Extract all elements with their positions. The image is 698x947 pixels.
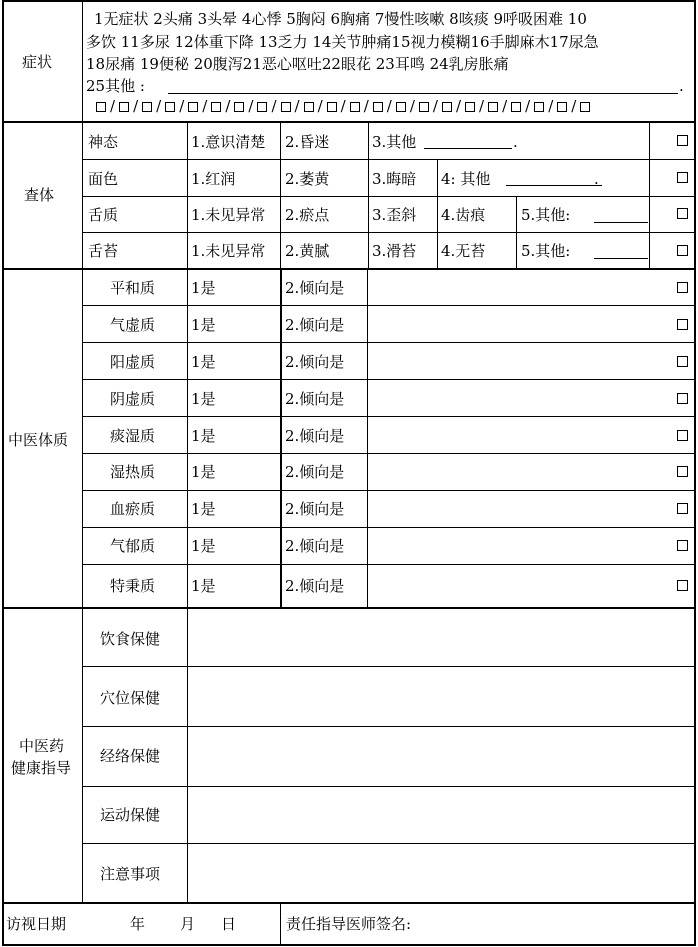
symptom-checkbox[interactable] — [188, 102, 198, 112]
symptom-checkbox[interactable] — [442, 102, 452, 112]
symptom-separator: / — [202, 97, 208, 115]
guidance-field-acupoint[interactable] — [190, 668, 693, 725]
symptom-separator: / — [409, 97, 415, 115]
guidance-label-line-1: 中医药 — [19, 737, 65, 755]
exam-label: 查体 — [24, 186, 55, 204]
symptom-separator: / — [225, 97, 231, 115]
exam-option: 3.滑苔 — [372, 242, 417, 260]
constitution-lean: 2.倾向是 — [285, 390, 345, 408]
symptom-separator: / — [317, 97, 323, 115]
symptom-separator: / — [571, 97, 577, 115]
exam-option: 3.歪斜 — [372, 206, 417, 224]
symptom-checkbox[interactable] — [142, 102, 152, 112]
exam-option: 5.其他: — [521, 242, 571, 260]
symptom-checkbox[interactable] — [580, 102, 590, 112]
exam-option: 3.其他 — [372, 133, 417, 151]
symptoms-line-1: 1无症状 2头痛 3头晕 4心悸 5胸闷 6胸痛 7慢性咳嗽 8咳痰 9呼吸困难 10 — [94, 10, 587, 28]
constitution-lean: 2.倾向是 — [285, 537, 345, 555]
constitution-checkbox[interactable] — [677, 430, 688, 441]
exam-option: 4.齿痕 — [441, 206, 486, 224]
constitution-type: 阴虚质 — [110, 390, 156, 408]
doctor-signature-label: 责任指导医师签名: — [286, 915, 412, 933]
constitution-checkbox[interactable] — [677, 319, 688, 330]
exam-option: 1.红润 — [191, 170, 236, 188]
symptom-separator: / — [432, 97, 438, 115]
constitution-type: 血瘀质 — [110, 500, 156, 518]
symptom-checkbox[interactable] — [327, 102, 337, 112]
symptom-separator: / — [340, 97, 346, 115]
guidance-field-notes[interactable] — [190, 845, 693, 901]
exam-other-underline — [424, 148, 512, 149]
exam-option: 3.晦暗 — [372, 170, 417, 188]
constitution-lean: 2.倾向是 — [285, 577, 345, 595]
symptom-separator: / — [110, 97, 116, 115]
guidance-field-exercise[interactable] — [190, 788, 693, 842]
exam-option: 4.无苔 — [441, 242, 486, 260]
symptom-checkbox-row — [96, 97, 590, 115]
symptom-separator: / — [133, 97, 139, 115]
doctor-signature-field[interactable] — [440, 906, 690, 942]
symptom-checkbox[interactable] — [165, 102, 175, 112]
symptom-checkbox[interactable] — [511, 102, 521, 112]
constitution-lean: 2.倾向是 — [285, 316, 345, 334]
constitution-label: 中医体质 — [8, 431, 69, 449]
symptom-checkbox[interactable] — [465, 102, 475, 112]
exam-option: 1.意识清楚 — [191, 133, 266, 151]
exam-row-name: 面色 — [88, 170, 119, 188]
exam-option: 2.黄腻 — [285, 242, 330, 260]
visit-date-year: 年 — [130, 915, 146, 933]
symptoms-label: 症状 — [22, 53, 53, 71]
exam-checkbox[interactable] — [677, 135, 688, 146]
symptom-checkbox[interactable] — [211, 102, 221, 112]
symptom-checkbox[interactable] — [304, 102, 314, 112]
exam-option: 2.萎黄 — [285, 170, 330, 188]
exam-row-name: 舌苔 — [88, 242, 119, 260]
symptom-checkbox[interactable] — [557, 102, 567, 112]
symptom-checkbox[interactable] — [119, 102, 129, 112]
constitution-checkbox[interactable] — [677, 466, 688, 477]
constitution-yes: 1是 — [191, 463, 216, 481]
symptom-separator: / — [455, 97, 461, 115]
exam-option: 2.昏迷 — [285, 133, 330, 151]
exam-other-underline — [506, 185, 602, 186]
constitution-yes: 1是 — [191, 316, 216, 334]
symptom-checkbox[interactable] — [396, 102, 406, 112]
symptom-separator: / — [525, 97, 531, 115]
symptom-separator: / — [502, 97, 508, 115]
symptom-checkbox[interactable] — [419, 102, 429, 112]
exam-row-name: 神态 — [88, 133, 119, 151]
guidance-item-diet: 饮食保健 — [100, 630, 161, 648]
exam-row-name: 舌质 — [88, 206, 119, 224]
symptom-separator: / — [179, 97, 185, 115]
symptoms-line-3: 18尿痛 19便秘 20腹泻21恶心呕吐22眼花 23耳鸣 24乳房胀痛 — [86, 55, 509, 73]
symptom-separator: / — [248, 97, 254, 115]
constitution-lean: 2.倾向是 — [285, 500, 345, 518]
guidance-item-acupoint: 穴位保健 — [100, 689, 161, 707]
constitution-checkbox[interactable] — [677, 580, 688, 591]
constitution-yes: 1是 — [191, 390, 216, 408]
constitution-yes: 1是 — [191, 500, 216, 518]
constitution-lean: 2.倾向是 — [285, 427, 345, 445]
symptom-checkbox[interactable] — [373, 102, 383, 112]
constitution-yes: 1是 — [191, 537, 216, 555]
guidance-field-diet[interactable] — [190, 610, 693, 665]
guidance-field-meridian[interactable] — [190, 728, 693, 785]
exam-checkbox[interactable] — [677, 208, 688, 219]
constitution-type: 气郁质 — [110, 537, 156, 555]
symptom-separator: / — [363, 97, 369, 115]
symptoms-other-label: 25其他 : — [86, 77, 145, 95]
constitution-checkbox[interactable] — [677, 540, 688, 551]
exam-option: 4: 其他 — [441, 170, 491, 188]
symptoms-other-end: . — [679, 77, 684, 95]
exam-option: 1.未见异常 — [191, 206, 266, 224]
constitution-checkbox[interactable] — [677, 393, 688, 404]
constitution-checkbox[interactable] — [677, 356, 688, 367]
constitution-checkbox[interactable] — [677, 503, 688, 514]
symptom-checkbox[interactable] — [488, 102, 498, 112]
exam-option: 2.瘀点 — [285, 206, 330, 224]
exam-option: 5.其他: — [521, 206, 571, 224]
constitution-type: 痰湿质 — [110, 427, 156, 445]
symptom-separator: / — [386, 97, 392, 115]
visit-date-month: 月 — [180, 915, 196, 933]
symptom-separator: / — [156, 97, 162, 115]
constitution-lean: 2.倾向是 — [285, 279, 345, 297]
constitution-checkbox[interactable] — [677, 282, 688, 293]
exam-option-end: . — [513, 133, 518, 151]
symptom-checkbox[interactable] — [234, 102, 244, 112]
exam-option-end: . — [594, 170, 599, 188]
constitution-type: 湿热质 — [110, 463, 156, 481]
guidance-item-exercise: 运动保健 — [100, 806, 161, 824]
symptoms-line-2: 多饮 11多尿 12体重下降 13乏力 14关节肿痛15视力模糊16手脚麻木17尿急 — [86, 33, 599, 51]
constitution-yes: 1是 — [191, 577, 216, 595]
symptom-separator: / — [271, 97, 277, 115]
symptom-checkbox[interactable] — [534, 102, 544, 112]
visit-date-label: 访视日期 — [6, 915, 67, 933]
constitution-yes: 1是 — [191, 427, 216, 445]
constitution-type: 气虚质 — [110, 316, 156, 334]
symptoms-other-underline — [168, 93, 678, 94]
guidance-item-notes: 注意事项 — [100, 865, 161, 883]
symptom-checkbox[interactable] — [281, 102, 291, 112]
symptom-checkbox[interactable] — [257, 102, 267, 112]
exam-checkbox[interactable] — [677, 172, 688, 183]
guidance-label-line-2: 健康指导 — [11, 759, 72, 777]
exam-other-underline — [594, 222, 648, 223]
symptom-separator: / — [294, 97, 300, 115]
constitution-yes: 1是 — [191, 279, 216, 297]
constitution-lean: 2.倾向是 — [285, 353, 345, 371]
constitution-type: 阳虚质 — [110, 353, 156, 371]
symptom-checkbox[interactable] — [350, 102, 360, 112]
exam-other-underline — [594, 258, 648, 259]
symptom-separator: / — [479, 97, 485, 115]
guidance-item-meridian: 经络保健 — [100, 747, 161, 765]
constitution-type: 平和质 — [110, 279, 156, 297]
constitution-lean: 2.倾向是 — [285, 463, 345, 481]
exam-option: 1.未见异常 — [191, 242, 266, 260]
constitution-yes: 1是 — [191, 353, 216, 371]
exam-checkbox[interactable] — [677, 245, 688, 256]
visit-date-day: 日 — [221, 915, 237, 933]
constitution-type: 特秉质 — [110, 577, 156, 595]
symptom-checkbox[interactable] — [96, 102, 106, 112]
symptom-separator: / — [548, 97, 554, 115]
